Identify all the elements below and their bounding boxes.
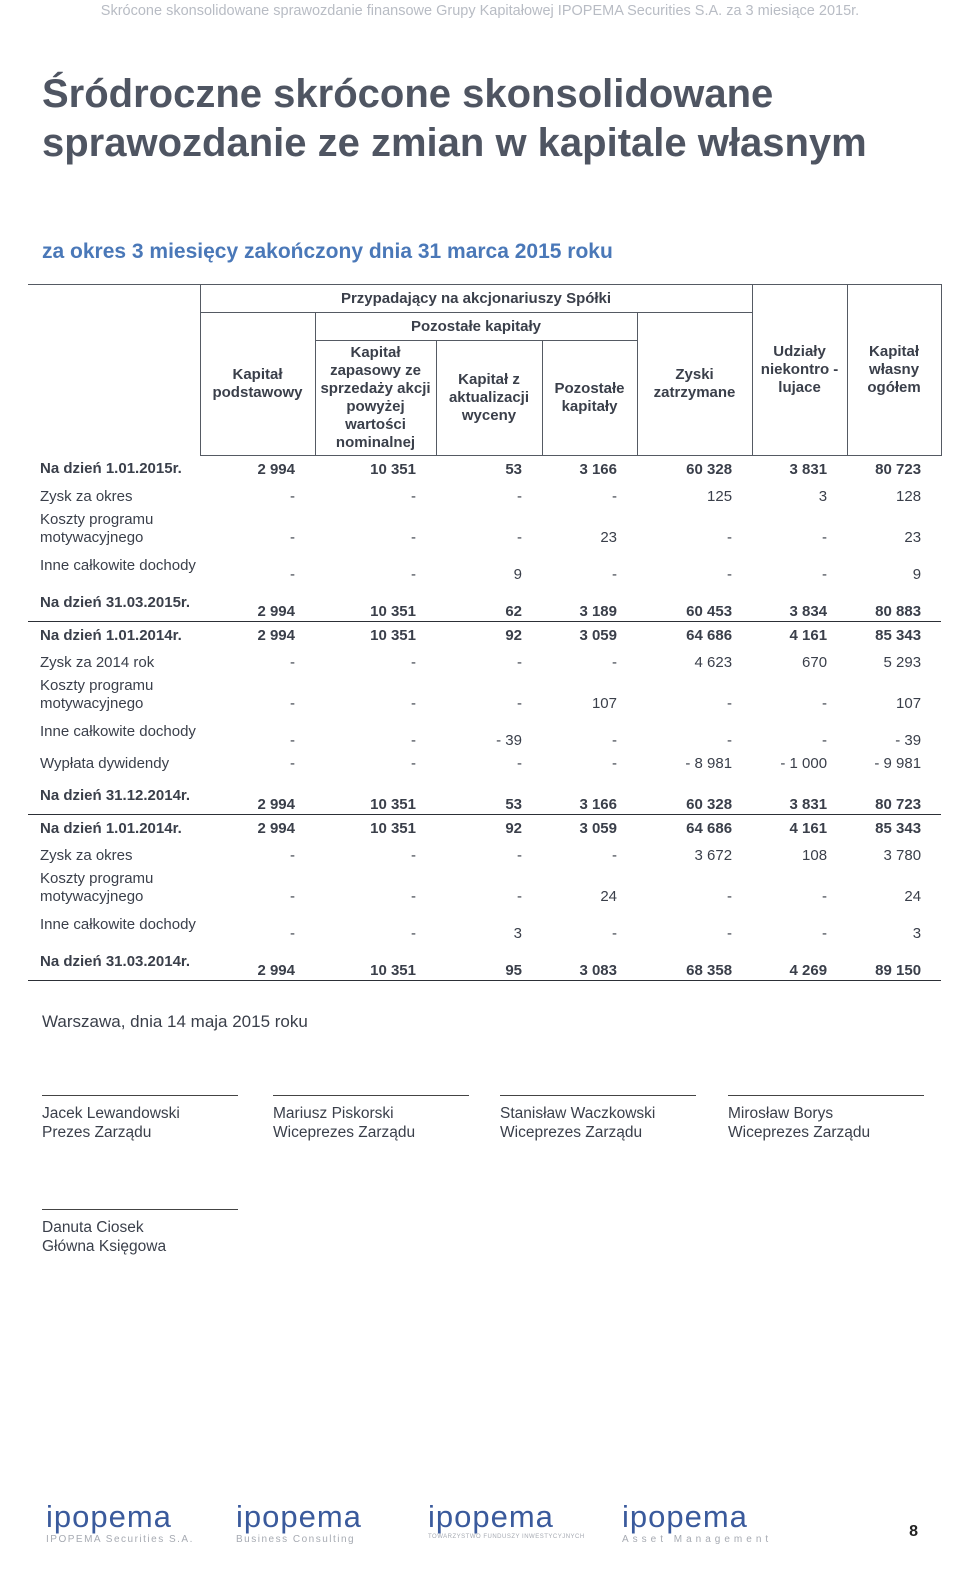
row-value-col-5: - [727, 695, 733, 712]
row-value-col-7: 80 723 [875, 460, 922, 478]
row-value-col-2: - [411, 529, 416, 546]
row-value-col-3: - [517, 653, 522, 671]
row-value-col-6: - 1 000 [780, 754, 828, 772]
row-value-col-1: 2 994 [200, 943, 315, 981]
signer-role: Główna Księgowa [42, 1238, 167, 1255]
row-value-col-7: 3 780 [883, 846, 922, 864]
row-value-col-2: 10 351 [315, 943, 436, 981]
row-value-col-6: - [822, 566, 828, 583]
row-label: Koszty programu motywacyjnego [40, 510, 154, 546]
signature-block [42, 1095, 238, 1142]
place-date: Warszawa, dnia 14 maja 2015 roku [42, 1012, 308, 1031]
row-value-col-4: - [612, 925, 617, 942]
header-col-7: Kapitał własny ogółem [847, 285, 941, 456]
signature-line [728, 1095, 924, 1096]
row-value-col-4: - [612, 566, 617, 583]
row-value-col-4: 3 059 [579, 819, 617, 837]
row-value-col-5: 64 686 [686, 819, 733, 837]
row-value-col-3: 95 [436, 943, 542, 981]
row-value-col-2: 10 351 [370, 460, 416, 478]
table-body [28, 456, 941, 981]
row-value-col-2: 10 351 [315, 584, 436, 622]
row-value-col-4: 3 083 [542, 943, 637, 981]
row-value-col-6: - [822, 888, 828, 905]
row-value-col-5: - [727, 925, 733, 942]
row-value-col-6: - [822, 732, 828, 749]
row-value-col-2: - [411, 888, 416, 905]
row-value-col-1: - [290, 754, 295, 772]
row-value-col-7: 128 [896, 487, 922, 505]
logo-subtitle: IPOPEMA Securities S.A. [46, 1534, 194, 1545]
logo-wordmark: ipopema [622, 1499, 748, 1534]
signer-name: Jacek Lewandowski [42, 1105, 180, 1122]
row-value-col-6: 108 [802, 846, 828, 864]
row-label: Zysk za okres [40, 487, 133, 505]
row-value-col-1: 2 994 [257, 626, 295, 644]
header-col-4: Pozostałe kapitały [542, 341, 637, 456]
signature-line [500, 1095, 696, 1096]
table-row [28, 906, 941, 943]
signature-line [42, 1095, 238, 1096]
row-label: Inne całkowite dochody [40, 722, 196, 740]
row-value-col-6: 3 831 [789, 460, 828, 478]
row-value-col-7: 89 150 [847, 943, 941, 981]
signature-line [42, 1209, 238, 1210]
row-value-col-1: 2 994 [200, 777, 315, 815]
table-row [28, 622, 941, 650]
row-value-col-5: 68 358 [637, 943, 752, 981]
signer-name: Mirosław Borys [728, 1105, 834, 1122]
row-label: Wypłata dywidendy [40, 754, 170, 772]
header-other-capital-group: Pozostałe kapitały [315, 313, 637, 341]
row-value-col-3: 53 [436, 777, 542, 815]
row-value-col-5: 4 623 [694, 653, 733, 671]
logo-ipopema-tfi [428, 1500, 585, 1552]
row-value-col-3: 62 [436, 584, 542, 622]
table-row [28, 943, 941, 981]
logo-wordmark: ipopema [428, 1499, 554, 1534]
row-value-col-6: - [822, 695, 828, 712]
row-value-col-7: - 39 [895, 732, 922, 749]
row-label: Na dzień 31.03.2014r. [28, 943, 200, 981]
row-value-col-2: - [411, 732, 416, 749]
row-value-col-2: 10 351 [370, 819, 416, 837]
row-value-col-3: 3 [513, 925, 522, 942]
row-value-col-3: 92 [505, 626, 522, 644]
row-value-col-6: 4 161 [789, 819, 828, 837]
row-value-col-4: 3 189 [542, 584, 637, 622]
logo-wordmark: ipopema [46, 1499, 172, 1534]
row-value-col-7: 85 343 [875, 819, 922, 837]
row-value-col-3: - [517, 754, 522, 772]
table-row [28, 676, 941, 713]
row-value-col-3: 9 [513, 566, 522, 583]
row-value-col-1: - [290, 695, 295, 712]
row-value-col-2: - [411, 695, 416, 712]
table-row [28, 456, 941, 484]
row-value-col-2: - [411, 566, 416, 583]
header-shareholders-group: Przypadający na akcjonariuszy Spółki [200, 285, 752, 313]
row-value-col-4: - [612, 653, 617, 671]
row-value-col-3: - 39 [496, 732, 522, 749]
header-col-5: Zyski zatrzymane [637, 313, 752, 456]
signature-block [273, 1095, 469, 1142]
row-value-col-6: 3 [818, 487, 828, 505]
signer-role: Wiceprezes Zarządu [728, 1124, 871, 1141]
page-title: Śródroczne skrócone skonsolidowane sprawozdanie ze zmian w kapitale własnym [42, 72, 867, 165]
table-row [28, 547, 941, 584]
logo-ipopema-business-consulting [236, 1500, 362, 1552]
row-value-col-4: - [612, 754, 617, 772]
row-value-col-7: 9 [912, 566, 922, 583]
row-value-col-4: 107 [591, 695, 617, 712]
header-col-6: Udziały niekontro -lujace [752, 285, 847, 456]
row-value-col-1: - [290, 487, 295, 505]
row-label: Koszty programu motywacyjnego [40, 869, 154, 905]
row-value-col-4: 24 [600, 888, 617, 905]
signer-name: Stanisław Waczkowski [500, 1105, 656, 1122]
row-value-col-4: 3 166 [579, 460, 617, 478]
row-value-col-7: 23 [904, 529, 922, 546]
row-value-col-7: - 9 981 [874, 754, 922, 772]
row-value-col-5: - [727, 732, 733, 749]
row-value-col-4: - [612, 487, 617, 505]
row-value-col-2: - [411, 925, 416, 942]
signature-block [728, 1095, 924, 1142]
row-value-col-2: - [411, 487, 416, 505]
row-value-col-1: - [290, 888, 295, 905]
table-row [28, 842, 941, 869]
row-value-col-6: - [822, 529, 828, 546]
row-value-col-7: 3 [912, 925, 922, 942]
logo-ipopema-securities [46, 1500, 194, 1552]
row-value-col-5: 64 686 [686, 626, 733, 644]
row-value-col-5: - 8 981 [685, 754, 733, 772]
row-value-col-4: 23 [600, 529, 617, 546]
row-value-col-3: - [517, 695, 522, 712]
signer-role: Prezes Zarządu [42, 1124, 152, 1141]
signer-role: Wiceprezes Zarządu [273, 1124, 416, 1141]
row-value-col-5: 60 453 [637, 584, 752, 622]
table-row [28, 584, 941, 622]
header-col-1: Kapitał podstawowy [200, 313, 315, 456]
table-row [28, 750, 941, 777]
row-value-col-3: 53 [505, 460, 522, 478]
row-value-col-6: 670 [802, 653, 828, 671]
logo-subtitle: TOWARZYSTWO FUNDUSZY INWESTYCYJNYCH [428, 1534, 585, 1540]
row-value-col-6: 3 834 [752, 584, 847, 622]
row-value-col-5: 3 672 [694, 846, 733, 864]
row-value-col-3: - [517, 888, 522, 905]
row-value-col-1: - [290, 732, 295, 749]
row-value-col-1: 2 994 [200, 584, 315, 622]
table-row [28, 713, 941, 750]
row-label: Inne całkowite dochody [40, 915, 196, 933]
logo-subtitle: Asset Management [622, 1534, 773, 1545]
row-label: Na dzień 31.12.2014r. [28, 777, 200, 815]
row-label: Na dzień 1.01.2014r. [40, 819, 182, 837]
table-row [28, 510, 941, 547]
row-value-col-1: - [290, 566, 295, 583]
row-value-col-2: - [411, 846, 416, 864]
row-value-col-2: - [411, 653, 416, 671]
page-number: 8 [909, 1523, 918, 1540]
row-value-col-7: 80 883 [847, 584, 941, 622]
table-row [28, 649, 941, 676]
row-value-col-1: - [290, 653, 295, 671]
signature-block [42, 1209, 238, 1256]
signature-line [273, 1095, 469, 1096]
logo-ipopema-asset-management [622, 1500, 772, 1552]
row-value-col-1: 2 994 [257, 819, 295, 837]
row-value-col-3: 92 [505, 819, 522, 837]
table-header [28, 285, 941, 456]
logo-wordmark: ipopema [236, 1499, 362, 1534]
row-value-col-6: - [822, 925, 828, 942]
row-value-col-2: 10 351 [370, 626, 416, 644]
row-value-col-4: 3 166 [542, 777, 637, 815]
row-value-col-4: 3 059 [579, 626, 617, 644]
table-row [28, 869, 941, 906]
row-value-col-6: 4 161 [789, 626, 828, 644]
row-label: Na dzień 31.03.2015r. [28, 584, 200, 622]
row-label: Na dzień 1.01.2015r. [40, 460, 182, 478]
row-value-col-7: 85 343 [875, 626, 922, 644]
table-row [28, 777, 941, 815]
row-value-col-6: 3 831 [752, 777, 847, 815]
running-header: Skrócone skonsolidowane sprawozdanie finansowe Grupy Kapitałowej IPOPEMA Securities S.A. za 3 miesiące 2015r. [100, 3, 860, 19]
row-value-col-1: - [290, 529, 295, 546]
equity-changes-table [28, 284, 942, 981]
row-value-col-7: 80 723 [847, 777, 941, 815]
header-corner [28, 285, 200, 456]
table-row [28, 483, 941, 510]
row-value-col-7: 5 293 [883, 653, 922, 671]
row-value-col-2: - [411, 754, 416, 772]
row-value-col-3: - [517, 529, 522, 546]
row-label: Na dzień 1.01.2014r. [40, 626, 182, 644]
row-label: Koszty programu motywacyjnego [40, 676, 154, 712]
row-value-col-5: - [727, 566, 733, 583]
row-value-col-3: - [517, 846, 522, 864]
row-value-col-5: 125 [707, 487, 733, 505]
signer-role: Wiceprezes Zarządu [500, 1124, 643, 1141]
signer-name: Mariusz Piskorski [273, 1105, 394, 1122]
row-value-col-1: - [290, 925, 295, 942]
header-col-3: Kapitał z aktualizacji wyceny [436, 341, 542, 456]
row-value-col-7: 107 [896, 695, 922, 712]
row-value-col-5: - [727, 529, 733, 546]
row-value-col-5: 60 328 [637, 777, 752, 815]
logo-subtitle: Business Consulting [236, 1534, 356, 1545]
page-subtitle: za okres 3 miesięcy zakończony dnia 31 marca 2015 roku [42, 240, 613, 263]
row-value-col-3: - [517, 487, 522, 505]
row-label: Zysk za 2014 rok [40, 653, 155, 671]
row-value-col-1: 2 994 [257, 460, 295, 478]
row-label: Inne całkowite dochody [40, 556, 196, 574]
table-row [28, 815, 941, 843]
row-value-col-4: - [612, 732, 617, 749]
row-value-col-1: - [290, 846, 295, 864]
row-value-col-5: - [727, 888, 733, 905]
row-value-col-5: 60 328 [686, 460, 733, 478]
row-value-col-4: - [612, 846, 617, 864]
row-label: Zysk za okres [40, 846, 133, 864]
row-value-col-2: 10 351 [315, 777, 436, 815]
header-col-2: Kapitał zapasowy ze sprzedaży akcji powyżej wartości nominalnej [315, 341, 436, 456]
row-value-col-6: 4 269 [752, 943, 847, 981]
row-value-col-7: 24 [904, 888, 922, 905]
signer-name: Danuta Ciosek [42, 1219, 144, 1236]
signature-block [500, 1095, 696, 1142]
